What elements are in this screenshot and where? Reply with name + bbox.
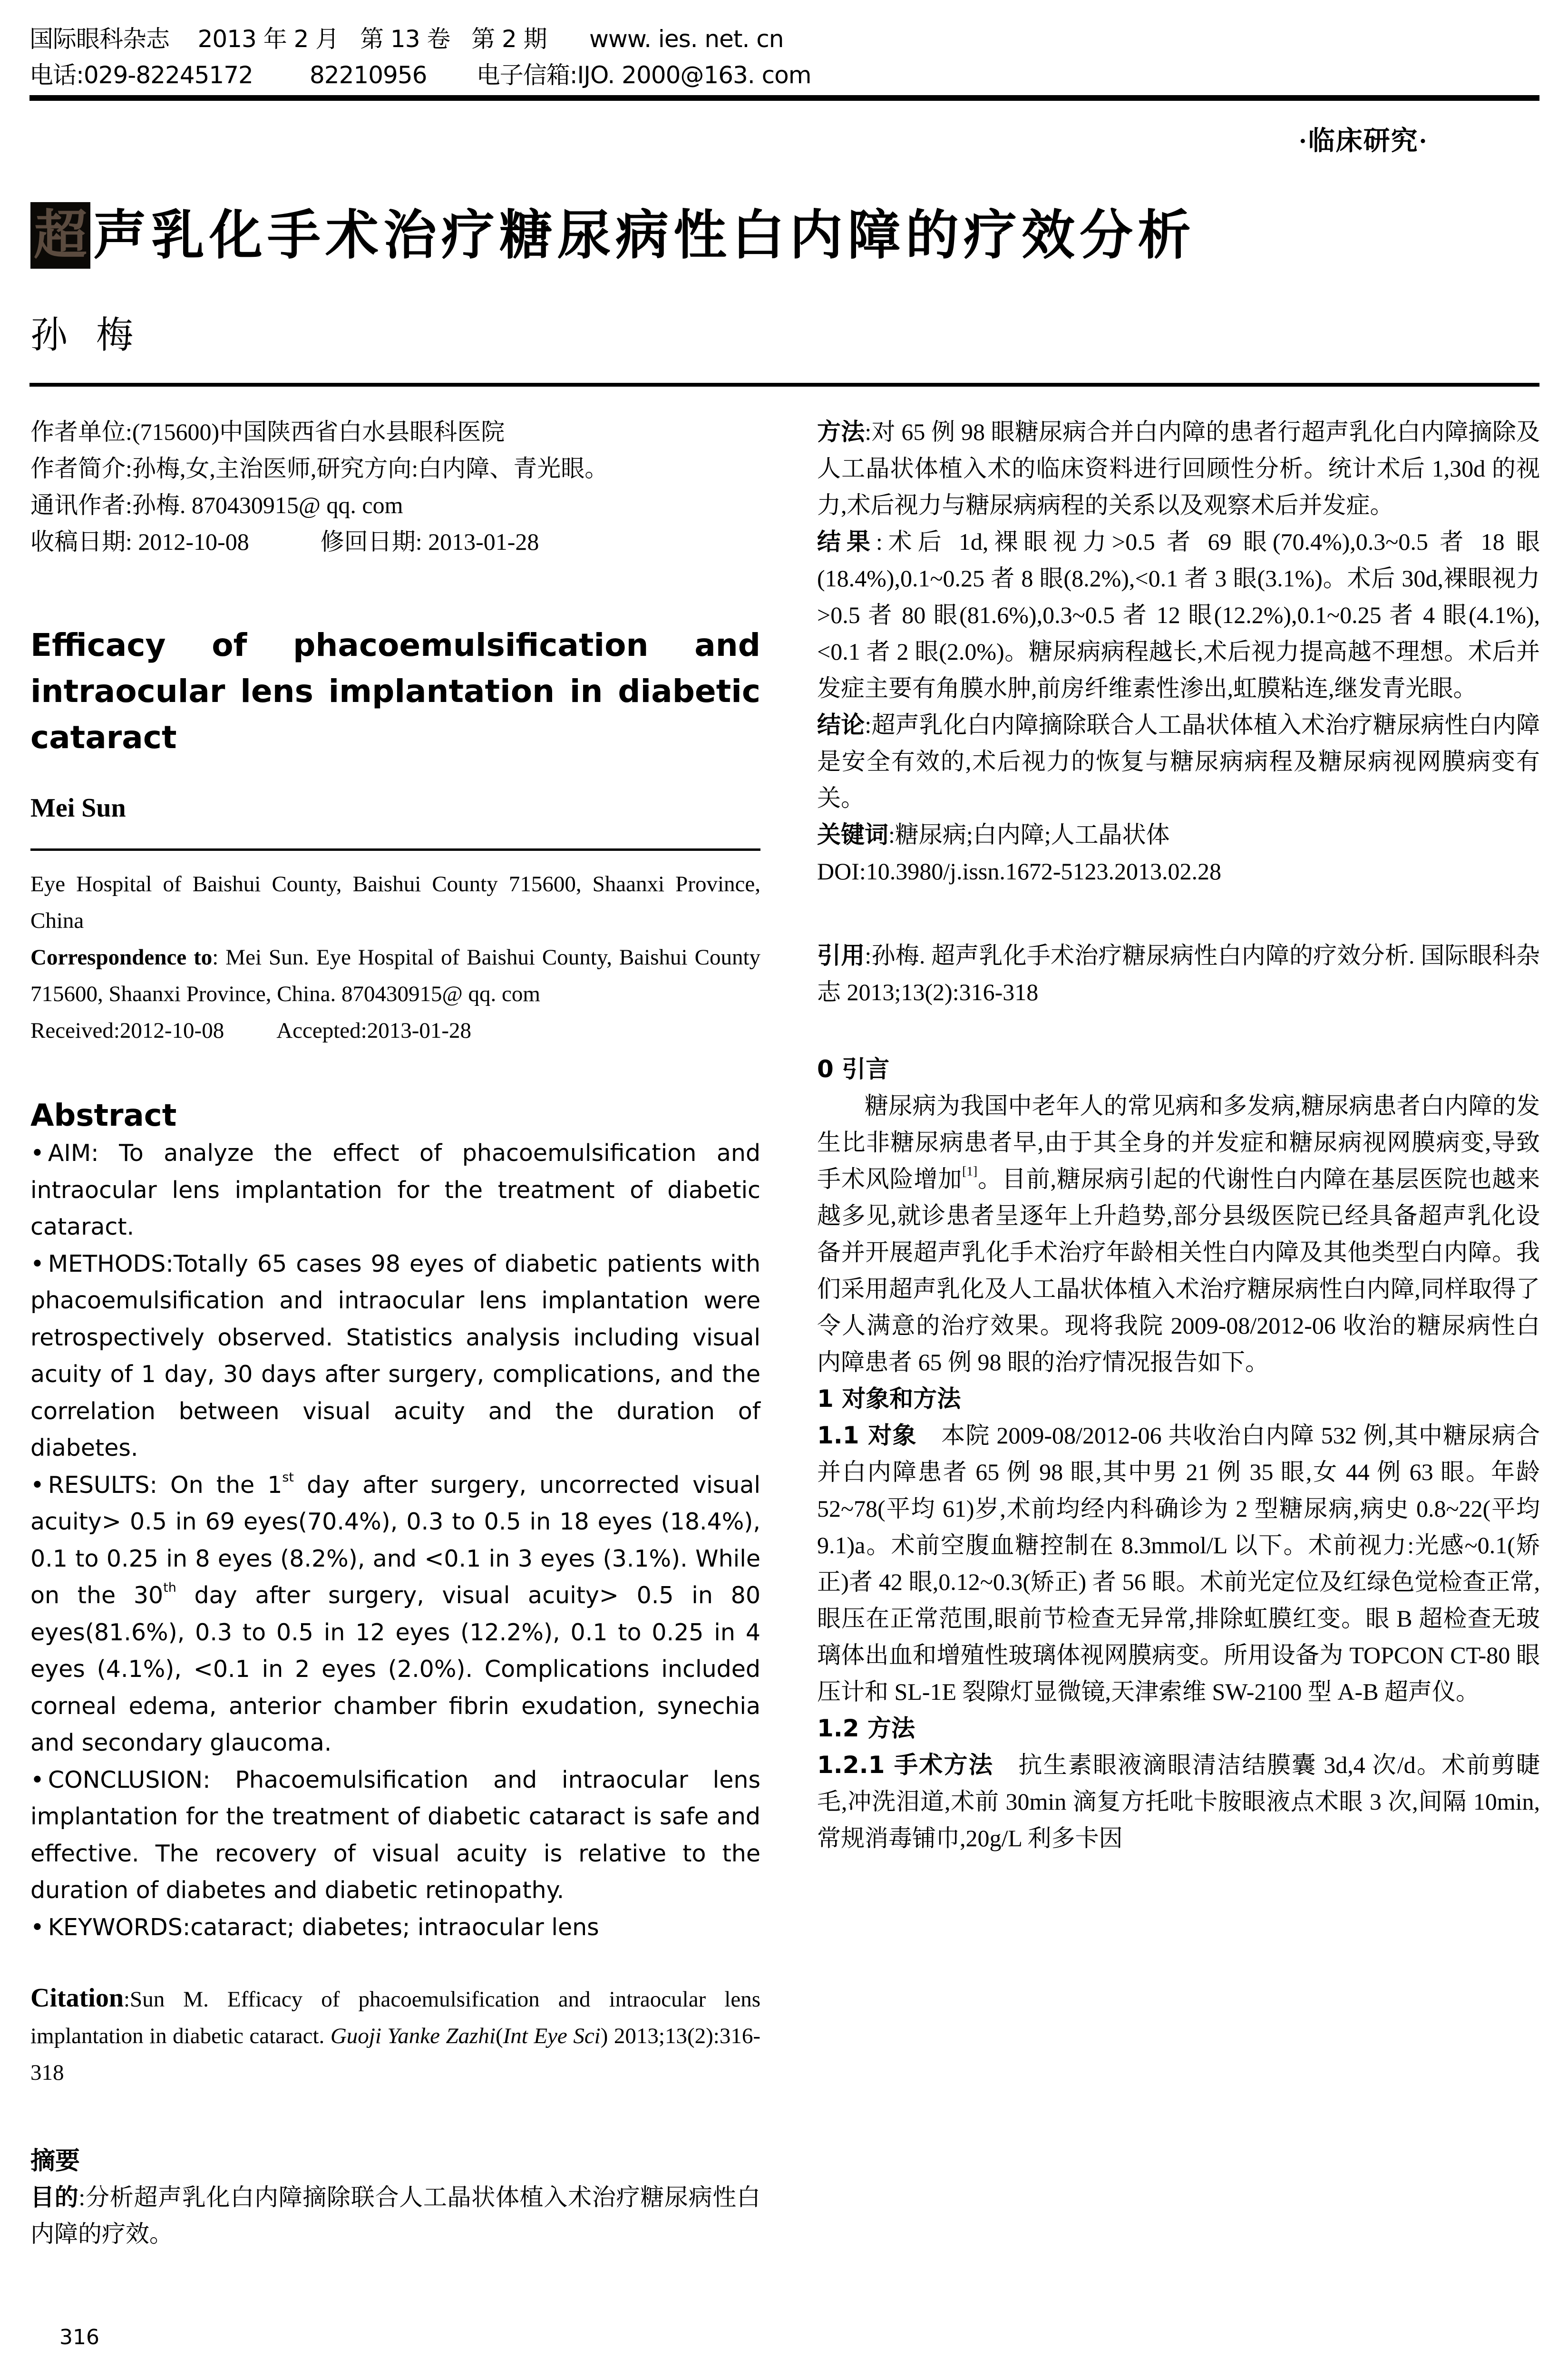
doi: DOI:10.3980/j.issn.1672-5123.2013.02.28 (817, 858, 1221, 885)
citation-english (30, 1980, 760, 2091)
aim-text: : To analyze the effect of phacoemulsification and intraocular lens implantation for the treatment of diabetic cataract. (30, 1140, 760, 1240)
results-text: : On the 1 (149, 1471, 282, 1499)
abstract-heading: Abstract (30, 1098, 177, 1133)
english-author-rule (30, 848, 760, 851)
english-title: Efficacy of phacoemulsification and intraocular lens implantation in diabetic cataract (30, 627, 760, 756)
intro-heading: 0 引言 (817, 1055, 890, 1083)
left-column (30, 414, 760, 2252)
zhaiyao-conclusion-text: :超声乳化白内障摘除联合人工晶状体植入术治疗糖尿病性白内障是安全有效的,术后视力的恢复与糖尿病病程及糖尿病视网膜病变有关。 (817, 711, 1540, 811)
section-1-2-1 (817, 1747, 1540, 1857)
bullet-icon: • (30, 1766, 44, 1793)
title-text: 声乳化手术治疗糖尿病性白内障的疗效分析 (93, 205, 1196, 266)
english-author: Mei Sun (30, 793, 126, 823)
bullet-icon: • (30, 1471, 44, 1499)
title-dropcap: 超 (30, 202, 90, 269)
zhaiyao-methods (817, 414, 1540, 524)
section-1-2-1-label: 1.2.1 手术方法 (817, 1751, 994, 1779)
bullet-icon: • (30, 1250, 44, 1277)
correspondence-label: Correspondence to (30, 945, 213, 970)
bullet-icon: • (30, 1913, 44, 1941)
journal-header-line: 国际眼科杂志 2013 年 2 月 第 13 卷 第 2 期 www. ies. net. cn (29, 25, 784, 53)
keywords-text: :cataract; diabetes; intraocular lens (182, 1913, 599, 1941)
section-1-1 (817, 1417, 1540, 1710)
section-1-2-1-text: 抗生素眼液滴眼清洁结膜囊 3d,4 次/d。术前剪睫毛,冲洗泪道,术前 30min 滴复方托吡卡胺眼液点术眼 3 次,间隔 10min,常规消毒铺巾,20g/L 利多卡因 (817, 1752, 1540, 1851)
results-label: RESULTS (48, 1471, 150, 1499)
article-title (30, 202, 1196, 269)
title-rule (29, 383, 1539, 387)
zhaiyao-aim-label: 目的 (30, 2183, 79, 2211)
abstract-conclusion (30, 1762, 760, 1909)
conclusion-text: : Phacoemulsification and intraocular lens implantation for the treatment of diabetic cataract is safe and effective. The recovery of visual acuity is relative to the duration of diabetes and diabetic retinopathy. (30, 1766, 760, 1904)
meta-affiliation: 作者单位:(715600)中国陕西省白水县眼科医院 (30, 419, 505, 445)
intro-text: 。目前,糖尿病引起的代谢性白内障在基层医院也越来越多见,就诊患者呈逐年上升趋势,部分县级医院已经具备超声乳化设备并开展超声乳化手术治疗年龄相关性白内障及其他类型白内障。我们采用超声乳化及人工晶状体植入术治疗糖尿病性白内障,同样取得了令人满意的治疗效果。现将我院 2009-08/2012-06 收治的糖尿病性白内障患者 65 例 98 眼的治疗情况报告如下。 (817, 1166, 1540, 1375)
author-meta (30, 414, 760, 560)
citation-chinese (817, 937, 1540, 1011)
meta-dates (30, 524, 760, 560)
header-rule (29, 95, 1539, 101)
meta-bio: 作者简介:孙梅,女,主治医师,研究方向:白内障、青光眼。 (30, 455, 609, 482)
keywords-label: KEYWORDS (48, 1913, 183, 1941)
citation-label: Citation (30, 1983, 124, 2013)
results-text: day after surgery, visual acuity> 0.5 in 80 eyes(81.6%), 0.3 to 0.5 in 12 eyes (12.2%), 0.1 to 0.25 in 4 eyes (4.1%), <0.1 in 2 eyes (2.0%). Complications included corneal edema, anterior chamber fibrin exudation, synechia and secondary glaucoma. (30, 1582, 760, 1756)
citation-journal: Guoji Yanke Zazhi (330, 2024, 496, 2048)
zhaiyao-keywords (817, 817, 1540, 853)
section-category-label: ·临床研究· (1298, 127, 1429, 156)
zhaiyao-results-label: 结果 (817, 528, 876, 555)
english-dates (30, 1013, 760, 1049)
ordinal-suffix: st (282, 1470, 294, 1485)
citation-paren: ( (495, 2024, 503, 2048)
correspondence-text: : Mei Sun. Eye Hospital of Baishui County, Baishui County 715600, Shaanxi Province, China. 870430915@ qq. com (30, 945, 760, 1006)
page-number: 316 (59, 2325, 99, 2349)
section-1-2-heading: 1.2 方法 (817, 1715, 915, 1742)
section-1-1-label: 1.1 对象 (817, 1422, 917, 1449)
zhaiyao-keywords-label: 关键词 (817, 821, 888, 848)
aim-label: AIM (48, 1140, 91, 1167)
right-column (817, 414, 1540, 1857)
citation-cn-label: 引用 (817, 942, 865, 969)
english-affiliation: Eye Hospital of Baishui County, Baishui County 715600, Shaanxi Province, China (30, 872, 760, 933)
methods-label: METHODS (48, 1250, 166, 1277)
author-name-cn: 孙梅 (30, 314, 162, 356)
conclusion-label: CONCLUSION (48, 1766, 203, 1793)
journal-contact-line: 电话:029-82245172 82210956 电子信箱:IJO. 2000@163. com (29, 61, 811, 89)
citation-journal-en: Int Eye Sci (503, 2024, 601, 2048)
meta-received: 收稿日期: 2012-10-08 (30, 528, 249, 555)
meta-revised: 修回日期: 2013-01-28 (320, 528, 539, 555)
chinese-abstract-heading: 摘要 (30, 2147, 80, 2175)
intro-text: 糖尿病为我国中老年人的常见病和多发病,糖尿病患者白内障的发生比非糖尿病患者早,由于其全身的并发症和糖尿病视网膜病变,导致手术风险增加 (817, 1092, 1540, 1192)
zhaiyao-methods-text: :对 65 例 98 眼糖尿病合并白内障的患者行超声乳化白内障摘除及人工晶状体植入术的临床资料进行回顾性分析。统计术后 1,30d 的视力,术后视力与糖尿病病程的关系以及观察术后并发症。 (817, 419, 1540, 518)
zhaiyao-conclusion-label: 结论 (817, 711, 865, 739)
english-received: Received:2012-10-08 (30, 1018, 224, 1043)
meta-correspondence: 通讯作者:孙梅. 870430915@ qq. com (30, 492, 403, 518)
zhaiyao-keywords-text: :糖尿病;白内障;人工晶状体 (888, 821, 1170, 848)
citation-cn-text: :孙梅. 超声乳化手术治疗糖尿病性白内障的疗效分析. 国际眼科杂志 2013;13(2):316-318 (817, 942, 1540, 1005)
citation-text: :Sun M. Efficacy of phacoemulsification and intraocular lens implantation in diabetic cataract. (30, 1987, 760, 2048)
results-text: day after surgery, uncorrected visual acuity> 0.5 in 69 eyes(70.4%), 0.3 to 0.5 in 18 eyes (18.4%), 0.1 to 0.25 in 8 eyes (8.2%), and <0.1 in 3 eyes (3.1%). While on the 30 (30, 1471, 760, 1609)
abstract-aim (30, 1135, 760, 1246)
abstract-keywords (30, 1909, 760, 1946)
zhaiyao-conclusion (817, 707, 1540, 817)
section1-heading: 1 对象和方法 (817, 1385, 961, 1413)
methods-text: :Totally 65 cases 98 eyes of diabetic patients with phacoemulsification and intraocular lens implantation were retrospectively observed. Statistics analysis including visual acuity of 1 day, 30 days after surgery, complications, and the correlation between visual acuity and the duration of diabetes. (30, 1250, 760, 1461)
ordinal-suffix: th (163, 1580, 176, 1595)
abstract-results (30, 1467, 760, 1762)
zhaiyao-aim (30, 2179, 760, 2252)
abstract-methods (30, 1246, 760, 1467)
zhaiyao-methods-label: 方法 (817, 418, 865, 446)
bullet-icon: • (30, 1140, 44, 1167)
intro-paragraph (817, 1088, 1540, 1381)
zhaiyao-results-text: :术后 1d,裸眼视力>0.5 者 69 眼(70.4%),0.3~0.5 者 18 眼(18.4%),0.1~0.25 者 8 眼(8.2%),<0.1 者 3 眼(3.1%)。术后 30d,裸眼视力>0.5 者 80 眼(81.6%),0.3~0.5 者 12 眼(12.2%),0.1~0.25 者 4 眼(4.1%),<0.1 者 2 眼(2.0%)。糖尿病病程越长,术后视力提高越不理想。术后并发症主要有角膜水肿,前房纤维素性渗出,虹膜粘连,继发青光眼。 (817, 528, 1540, 701)
reference-marker: [1] (962, 1163, 978, 1179)
zhaiyao-aim-text: :分析超声乳化白内障摘除联合人工晶状体植入术治疗糖尿病性白内障的疗效。 (30, 2184, 761, 2247)
section-1-1-text: 本院 2009-08/2012-06 共收治白内障 532 例,其中糖尿病合并白内障患者 65 例 98 眼,其中男 21 例 35 眼,女 44 例 63 眼。年龄 52~78(平均 61)岁,术前均经内科确诊为 2 型糖尿病,病史 0.8~22(平均 9.1)a。术前空腹血糖控制在 8.3mmol/L 以下。术前视力:光感~0.1(矫正)者 42 眼,0.12~0.3(矫正) 者 56 眼。术前光定位及红绿色觉检查正常,眼压在正常范围,眼前节检查无异常,排除虹膜红变。眼 B 超检查无玻璃体出血和增殖性玻璃体视网膜病变。所用设备为 TOPCON CT-80 眼压计和 SL-1E 裂隙灯显微镜,天津索维 SW-2100 型 A-B 超声仪。 (817, 1422, 1540, 1705)
zhaiyao-results (817, 524, 1540, 707)
english-correspondence (30, 939, 760, 1013)
english-accepted: Accepted:2013-01-28 (276, 1018, 472, 1043)
citation-tail: ) 2013;13(2):316-318 (30, 2024, 760, 2085)
